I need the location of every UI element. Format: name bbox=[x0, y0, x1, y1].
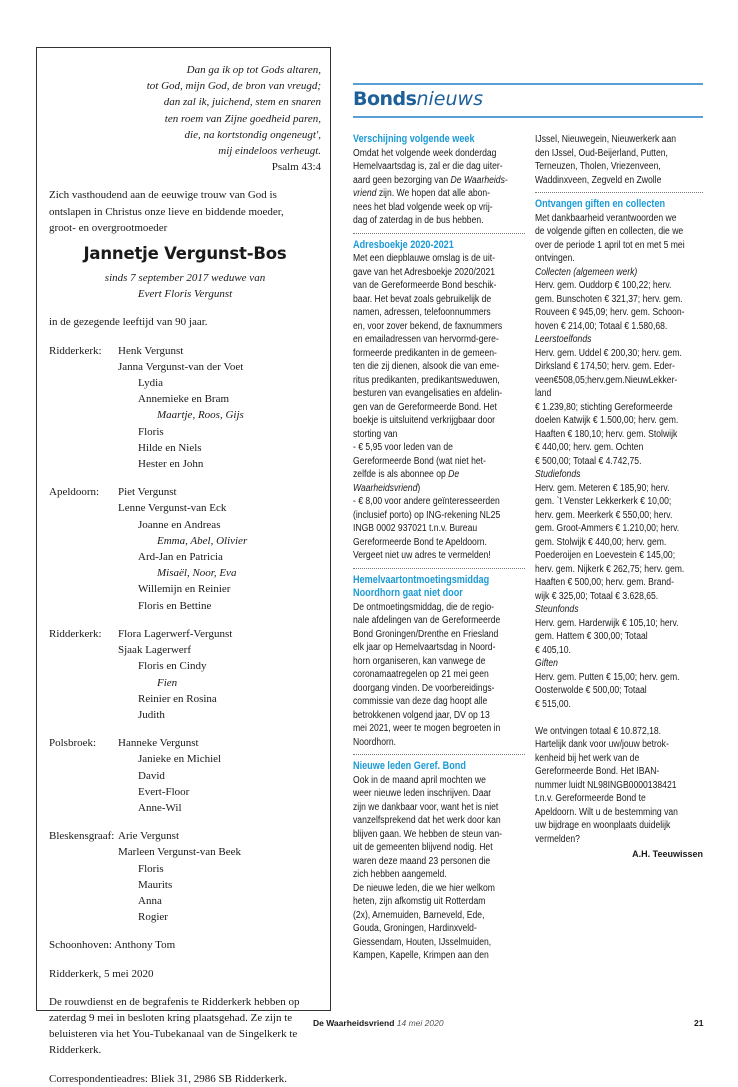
italic-segment: Collecten (algemeen werk) bbox=[535, 266, 638, 278]
family-row bbox=[49, 456, 321, 472]
text-line: Terneuzen, Tholen, Vriezenveen, bbox=[535, 161, 661, 172]
family-row bbox=[49, 391, 321, 407]
family-row bbox=[49, 626, 321, 642]
spacer bbox=[49, 614, 321, 626]
text-line bbox=[535, 468, 679, 482]
text-line: Herv. gem. Meteren € 185,90; herv. bbox=[535, 482, 670, 494]
text-line: Ook in de maand april mochten we bbox=[353, 774, 486, 786]
author-signature: A.H. Teeuwissen bbox=[632, 849, 703, 859]
family-group bbox=[49, 735, 321, 816]
widow-line: sinds 7 september 2017 weduwe van bbox=[104, 272, 266, 285]
text-line: Vergeet niet uw adres te vermelden! bbox=[353, 550, 491, 561]
family-place bbox=[49, 642, 118, 658]
text-line: Omdat het volgende week donderdag bbox=[353, 147, 497, 159]
text-line: storting van bbox=[353, 428, 398, 440]
family-place bbox=[49, 844, 118, 860]
text-line: weer nieuwe leden inschrijven. Daar bbox=[353, 788, 492, 799]
family-row bbox=[49, 707, 321, 723]
family-place bbox=[49, 440, 118, 456]
italic-segment: Studiefonds bbox=[535, 469, 581, 480]
family-member: Floris en Bettine bbox=[138, 599, 212, 612]
section-title-bold: Bonds bbox=[353, 88, 417, 110]
text-line: hoven € 214,00; Totaal € 1.580,68. bbox=[535, 320, 668, 332]
text-line: dag of zaterdag in de bus hebben. bbox=[353, 215, 484, 226]
family-row bbox=[49, 375, 321, 391]
family-place bbox=[49, 500, 118, 516]
service-line: zaterdag 9 mei in besloten kring plaatsgehad. Ze zijn te bbox=[49, 1011, 293, 1024]
text-line bbox=[535, 266, 679, 280]
family-row bbox=[49, 658, 321, 674]
news-column-1 bbox=[353, 133, 525, 963]
text-line: Haaften € 180,10; herv. gem. Stolwijk bbox=[535, 428, 678, 440]
family-place bbox=[49, 800, 118, 816]
spacer bbox=[49, 331, 321, 343]
family-member: Maurits bbox=[138, 878, 173, 891]
family-member: Sjaak Lagerwerf bbox=[118, 644, 191, 657]
age-line: in de gezegende leeftijd van 90 jaar. bbox=[49, 316, 208, 329]
spacer bbox=[49, 472, 321, 484]
family-member: Hester en John bbox=[138, 458, 204, 471]
family-group bbox=[49, 343, 321, 473]
text-line: Apeldoorn. Wilt u de bestemming van bbox=[535, 806, 678, 818]
family-member: Maartje, Roos, Gijs bbox=[157, 409, 244, 422]
text-line: besturen van evangelisaties en afdelin- bbox=[353, 388, 503, 399]
family-row bbox=[49, 675, 321, 691]
text-line: de volgende giften en collecten, die we bbox=[535, 226, 684, 237]
text-line: wijk € 325,00; Totaal € 3.628,65. bbox=[535, 590, 659, 602]
poem-line: dan zal ik, juichend, stem en snaren bbox=[163, 96, 321, 109]
italic-segment: vriend bbox=[353, 188, 377, 199]
text-line: herv. gem. Nijkerk € 262,75; herv. gem. bbox=[535, 563, 685, 575]
section-title-italic: nieuws bbox=[416, 88, 483, 110]
text-line: Hemelvaartsdag is, zal er die dag uiter- bbox=[353, 161, 503, 172]
italic-segment: Leerstoelfonds bbox=[535, 334, 592, 345]
text-line: commissie van deze dag hoopt alle bbox=[353, 696, 488, 707]
text-line: nale afdelingen van de Gereformeerde bbox=[353, 615, 501, 626]
family-member: Emma, Abel, Olivier bbox=[157, 534, 248, 547]
family-row bbox=[49, 565, 321, 581]
text-line: Bond Groningen/Drenthe en Friesland bbox=[353, 628, 499, 640]
family-place bbox=[49, 909, 118, 925]
family-place bbox=[49, 675, 118, 691]
family-place bbox=[49, 424, 118, 440]
family-place bbox=[49, 391, 118, 407]
text-line: waren deze maand 23 personen die bbox=[353, 855, 491, 867]
poem-line: mij eindeloos verheugt. bbox=[218, 145, 321, 158]
family-member: Hilde en Niels bbox=[138, 441, 202, 454]
text-line: elk jaar op Hemelvaartsdag in Noord- bbox=[353, 642, 496, 653]
family-member: Janieke en Michiel bbox=[138, 753, 222, 766]
service-line: beluisteren via het You-Tubekanaal van de Singelkerk te bbox=[49, 1028, 298, 1041]
text-line: baar. Het bevat zoals gebruikelijk de bbox=[353, 293, 492, 305]
text-line bbox=[535, 333, 679, 347]
family-member: Misaël, Noor, Eva bbox=[157, 567, 237, 580]
family-row bbox=[49, 768, 321, 784]
text-line: veen€508,05;herv.gem.NieuwLekker- bbox=[535, 374, 678, 386]
family-member: Fien bbox=[157, 676, 178, 689]
text-line: € 440,00; herv. gem. Ochten bbox=[535, 442, 644, 453]
text-line: - € 8,00 voor andere geïnteresseerden bbox=[353, 496, 500, 507]
text-line: Gereformeerde Bond te Apeldoorn. bbox=[353, 536, 487, 548]
correspondence-address: Correspondentieadres: Bliek 31, 2986 SB Ridderkerk. bbox=[49, 1072, 287, 1085]
family-row bbox=[49, 484, 321, 500]
family-place: Polsbroek: bbox=[49, 737, 97, 750]
text-line: gave van het Adresboekje 2020/2021 bbox=[353, 266, 496, 278]
family-row bbox=[49, 407, 321, 423]
text-line: gen van de Gereformeerde Bond. Het bbox=[353, 401, 497, 413]
text-line: Met dankbaarheid verantwoorden we bbox=[535, 212, 677, 224]
family-row bbox=[49, 598, 321, 614]
family-place bbox=[49, 407, 118, 423]
spacer bbox=[49, 982, 321, 994]
text-line: vanzelfsprekend dat het werk door kan bbox=[353, 815, 501, 826]
text-line: Noordhorn. bbox=[353, 736, 397, 748]
publication-name: De Waarheidsvriend bbox=[313, 1018, 395, 1028]
text-line: Gouda, Groningen, Hardinxveld- bbox=[353, 923, 477, 934]
text-line: coronamaatregelen op 21 mei geen bbox=[353, 669, 489, 680]
service-line: Ridderkerk. bbox=[49, 1044, 102, 1057]
article-heading: Hemelvaartontmoetingsmiddag bbox=[353, 573, 490, 586]
family-member: Henk Vergunst bbox=[118, 344, 184, 357]
family-row bbox=[49, 828, 321, 844]
text-line: Waddinxveen, Zegveld en Zwolle bbox=[535, 174, 662, 186]
spacer bbox=[49, 723, 321, 735]
family-row bbox=[49, 751, 321, 767]
family-place: Apeldoorn: bbox=[49, 486, 100, 499]
text-line: kenheid bij het werk van de bbox=[535, 752, 640, 764]
text-line: (2x), Arnemuiden, Barneveld, Ede, bbox=[353, 909, 485, 921]
widow-line: Evert Floris Vergunst bbox=[137, 288, 233, 301]
obituary bbox=[49, 62, 321, 1087]
text-line: Oosterwolde € 500,00; Totaal bbox=[535, 685, 647, 696]
text-line: van de Gereformeerde Bond beschik- bbox=[353, 280, 497, 291]
intro-line: ontslapen in Christus onze lieve en biddende moeder, bbox=[49, 205, 284, 218]
family-row bbox=[49, 877, 321, 893]
family-member: Joanne en Andreas bbox=[138, 518, 221, 531]
page-number: 21 bbox=[694, 1018, 704, 1028]
text-line: land bbox=[535, 388, 552, 399]
family-row bbox=[49, 691, 321, 707]
poem-line: tot God, mijn God, de bron van vreugd; bbox=[146, 80, 321, 93]
text-line: € 515,00. bbox=[535, 698, 571, 710]
text-line: mei 2021, weer te mogen begroeten in bbox=[353, 723, 501, 734]
text-line: Gereformeerde Bond (wat niet het- bbox=[353, 455, 486, 467]
family-place bbox=[49, 707, 118, 723]
article-heading: Adresboekje 2020-2021 bbox=[353, 238, 454, 251]
text-line: heten, zijn afkomstig uit Rotterdam bbox=[353, 896, 486, 907]
news-column-2 bbox=[535, 133, 703, 862]
family-member: David bbox=[138, 769, 165, 782]
text-line: zijn we dankbaar voor, want het is niet bbox=[353, 801, 499, 813]
footer-publication bbox=[313, 1018, 444, 1028]
text-line: uw bijdrage en woonplaats duidelijk bbox=[535, 820, 671, 831]
italic-segment: De bbox=[448, 469, 460, 480]
family-row bbox=[49, 440, 321, 456]
family-place: Ridderkerk: bbox=[49, 627, 102, 640]
dotted-divider bbox=[353, 568, 525, 569]
family-member: Arie Vergunst bbox=[118, 830, 180, 843]
poem-line: ten roem van Zijne goedheid paren, bbox=[164, 112, 321, 125]
family-group bbox=[49, 484, 321, 614]
place-date: Ridderkerk, 5 mei 2020 bbox=[49, 967, 154, 980]
text-line: Poederoijen en Loevestein € 145,00; bbox=[535, 550, 676, 561]
family-member: Lenne Vergunst-van Eck bbox=[118, 502, 227, 515]
family-row bbox=[49, 909, 321, 925]
dotted-divider bbox=[535, 192, 703, 193]
family-row bbox=[49, 581, 321, 597]
text-line: nees het blad volgende week op vrij- bbox=[353, 201, 493, 213]
italic-segment: Steunfonds bbox=[535, 604, 579, 615]
text-line: Rouveen € 945,09; herv. gem. Schoon- bbox=[535, 307, 685, 318]
text-line: € 405,10. bbox=[535, 644, 571, 656]
family-row bbox=[49, 844, 321, 860]
family-group bbox=[49, 828, 321, 925]
spacer bbox=[49, 954, 321, 966]
text-line: nummer luidt NL98INGB0000138421 bbox=[535, 779, 677, 791]
text-line: t.n.v. Gereformeerde Bond te bbox=[535, 793, 646, 804]
text-line: Kampen, Kapelle, Krimpen aan den bbox=[353, 950, 489, 961]
text-line: gem. Groot-Ammers € 1.210,00; herv. bbox=[535, 523, 680, 534]
italic-segment: De Waarheids- bbox=[450, 174, 508, 186]
text-line: over de periode 1 april tot en met 5 mei bbox=[535, 239, 685, 251]
family-row bbox=[49, 343, 321, 359]
family-row bbox=[49, 549, 321, 565]
text-line: zich hebben aangemeld. bbox=[353, 869, 447, 880]
family-place bbox=[49, 658, 118, 674]
family-place bbox=[49, 533, 118, 549]
text-line: De ontmoetingsmiddag, die de regio- bbox=[353, 601, 495, 613]
text-line: en emailadressen van hervormd-gere- bbox=[353, 334, 499, 345]
article-heading: Verschijning volgende week bbox=[353, 133, 475, 145]
family-place: Ridderkerk: bbox=[49, 344, 102, 357]
text-line: Herv. gem. Ouddorp € 100,22; herv. bbox=[535, 280, 672, 291]
family-group bbox=[49, 626, 321, 723]
text-line: herv. gem. Meerkerk € 550,00; herv. bbox=[535, 509, 673, 521]
text-line: horn organiseren, kan vanwege de bbox=[353, 655, 486, 667]
spacer bbox=[49, 175, 321, 187]
family-member: Judith bbox=[138, 708, 165, 721]
family-member: Piet Vergunst bbox=[118, 486, 177, 499]
text-line: Hartelijk dank voor uw/jouw betrok- bbox=[535, 739, 669, 750]
family-place bbox=[49, 375, 118, 391]
text-line: doorgang vinden. De voorbereidings- bbox=[353, 682, 495, 694]
family-place bbox=[49, 549, 118, 565]
text-line: IJssel, Nieuwegein, Nieuwerkerk aan bbox=[535, 134, 677, 145]
family-member: Hanneke Vergunst bbox=[118, 737, 199, 750]
text-line: formeerde predikanten in de gemeen- bbox=[353, 347, 497, 359]
text-line: Met een diepblauwe omslag is de uit- bbox=[353, 253, 495, 264]
text-line: vermelden? bbox=[535, 833, 580, 845]
family-place bbox=[49, 565, 118, 581]
text-line: namen, adressen, telefoonnummers bbox=[353, 307, 491, 318]
family-row bbox=[49, 861, 321, 877]
family-member: Willemijn en Reinier bbox=[138, 583, 231, 596]
family-place bbox=[49, 581, 118, 597]
text-line: boekje is uitsluitend verkrijgbaar door bbox=[353, 415, 495, 426]
spacer bbox=[49, 302, 321, 314]
family-member: Floris bbox=[138, 862, 164, 875]
text-line: Giessendam, Houten, IJsselmuiden, bbox=[353, 936, 492, 948]
italic-segment: Giften bbox=[535, 658, 558, 669]
family-place bbox=[49, 598, 118, 614]
family-row bbox=[49, 893, 321, 909]
family-place bbox=[49, 768, 118, 784]
spacer bbox=[49, 925, 321, 937]
text-line bbox=[353, 174, 508, 188]
intro-line: Zich vasthoudend aan de eeuwige trouw van God is bbox=[49, 189, 277, 202]
family-place bbox=[49, 784, 118, 800]
poem-line: die, na kortstondig ongeneugt', bbox=[184, 128, 321, 141]
text-line: Herv. gem. Harderwijk € 105,10; herv. bbox=[535, 617, 679, 629]
text-line: Dirksland € 174,50; herv. gem. Eder- bbox=[535, 361, 675, 372]
text-line: € 500,00; Totaal € 4.742,75. bbox=[535, 455, 642, 467]
family-member: Floris bbox=[138, 425, 164, 438]
article-heading: Noordhorn gaat niet door bbox=[353, 587, 463, 599]
text-segment: aard geen bezorging van bbox=[353, 174, 451, 186]
text-line: ten die zij dienen, alsook die van eme- bbox=[353, 361, 500, 372]
family-place bbox=[49, 893, 118, 909]
family-member: Flora Lagerwerf-Vergunst bbox=[118, 627, 233, 640]
issue-date: 14 mei 2020 bbox=[396, 1018, 444, 1028]
spacer bbox=[49, 816, 321, 828]
text-line: blijven gaan. We hebben de steun van- bbox=[353, 828, 503, 840]
text-line: Haaften € 500,00; herv. gem. Brand- bbox=[535, 577, 674, 588]
text-line: INGB 0002 937021 t.n.v. Bureau bbox=[353, 523, 478, 534]
text-line bbox=[353, 187, 501, 201]
text-segment: zelfde is als abonnee op bbox=[353, 469, 449, 480]
family-member: Lydia bbox=[138, 377, 164, 390]
text-line: en, voor zover bekend, de faxnummers bbox=[353, 320, 503, 332]
text-line bbox=[535, 657, 679, 671]
family-row bbox=[49, 735, 321, 751]
family-member: Evert-Floor bbox=[138, 785, 190, 798]
text-segment: zijn. We hopen dat alle abon- bbox=[376, 188, 491, 199]
family-place bbox=[49, 359, 118, 375]
section-header bbox=[353, 83, 703, 118]
poem-line: Dan ga ik op tot Gods altaren, bbox=[186, 64, 321, 76]
text-line: gem. Bunschoten € 321,37; herv. gem. bbox=[535, 293, 683, 305]
text-line: De nieuwe leden, die we hier welkom bbox=[353, 882, 495, 894]
text-line: € 1.239,80; stichting Gereformeerde bbox=[535, 401, 673, 413]
dotted-divider bbox=[353, 233, 525, 234]
text-line: betrokkenen volgend jaar, DV op 13 bbox=[353, 709, 490, 721]
family-member: Anne-Wil bbox=[138, 801, 182, 814]
family-row bbox=[49, 784, 321, 800]
schoonhoven-line: Schoonhoven: Anthony Tom bbox=[49, 939, 176, 952]
family-member: Marleen Vergunst-van Beek bbox=[118, 846, 242, 859]
text-line: - € 5,95 voor leden van de bbox=[353, 442, 453, 453]
text-line: Herv. gem. Uddel € 200,30; herv. gem. bbox=[535, 347, 682, 359]
text-line bbox=[535, 603, 679, 617]
text-line: Gereformeerde Bond. Het IBAN- bbox=[535, 766, 660, 777]
family-member: Anna bbox=[138, 894, 162, 907]
text-line: gem. Hattem € 300,00; Totaal bbox=[535, 631, 648, 642]
spacer bbox=[49, 1059, 321, 1071]
family-member: Reinier en Rosina bbox=[138, 692, 217, 705]
family-member: Rogier bbox=[138, 911, 168, 924]
text-line: gem. `t Venster Lekkerkerk € 10,00; bbox=[535, 496, 672, 507]
family-row bbox=[49, 359, 321, 375]
service-line: De rouwdienst en de begrafenis te Ridderkerk hebben op bbox=[49, 995, 300, 1008]
text-line: ontvingen. bbox=[535, 253, 575, 264]
italic-segment: Waarheidsvriend bbox=[353, 482, 418, 494]
blank-line bbox=[535, 711, 703, 725]
family-member: Annemieke en Bram bbox=[138, 393, 230, 406]
family-place bbox=[49, 861, 118, 877]
family-row bbox=[49, 424, 321, 440]
text-line bbox=[353, 468, 501, 482]
text-line: doelen Katwijk € 1.500,00; herv. gem. bbox=[535, 415, 679, 426]
article-heading: Nieuwe leden Geref. Bond bbox=[353, 760, 466, 772]
family-place bbox=[49, 877, 118, 893]
family-row bbox=[49, 642, 321, 658]
family-member: Floris en Cindy bbox=[138, 660, 207, 673]
family-row bbox=[49, 517, 321, 533]
family-member: Janna Vergunst-van der Voet bbox=[118, 360, 244, 373]
family-place bbox=[49, 517, 118, 533]
text-line: gem. Stolwijk € 440,00; herv. gem. bbox=[535, 536, 667, 548]
text-segment: ) bbox=[417, 482, 421, 494]
psalm-reference: Psalm 43:4 bbox=[271, 161, 321, 174]
intro-line: groot- en overgrootmoeder bbox=[49, 221, 168, 234]
family-place bbox=[49, 691, 118, 707]
text-line: We ontvingen totaal € 10.872,18. bbox=[535, 725, 662, 737]
poem bbox=[49, 62, 321, 159]
dotted-divider bbox=[353, 754, 525, 755]
family-row bbox=[49, 800, 321, 816]
family-place bbox=[49, 751, 118, 767]
family-place bbox=[49, 456, 118, 472]
text-line: den IJssel, Oud-Beijerland, Putten, bbox=[535, 147, 668, 159]
text-line: Herv. gem. Putten € 15,00; herv. gem. bbox=[535, 671, 680, 683]
family-member: Ard-Jan en Patricia bbox=[138, 551, 223, 564]
article-heading: Ontvangen giften en collecten bbox=[535, 198, 666, 210]
family-place: Bleskensgraaf: bbox=[49, 830, 115, 843]
text-line: (inclusief porto) op ING-rekening NL25 bbox=[353, 509, 501, 521]
text-line: ritus predikanten, predikantsweduwen, bbox=[353, 374, 500, 386]
family-row bbox=[49, 500, 321, 516]
text-line bbox=[353, 482, 501, 496]
family-row bbox=[49, 533, 321, 549]
deceased-name: Jannetje Vergunst-Bos bbox=[83, 244, 287, 264]
text-line: uit de gemeenten blijvend nodig. Het bbox=[353, 842, 493, 853]
